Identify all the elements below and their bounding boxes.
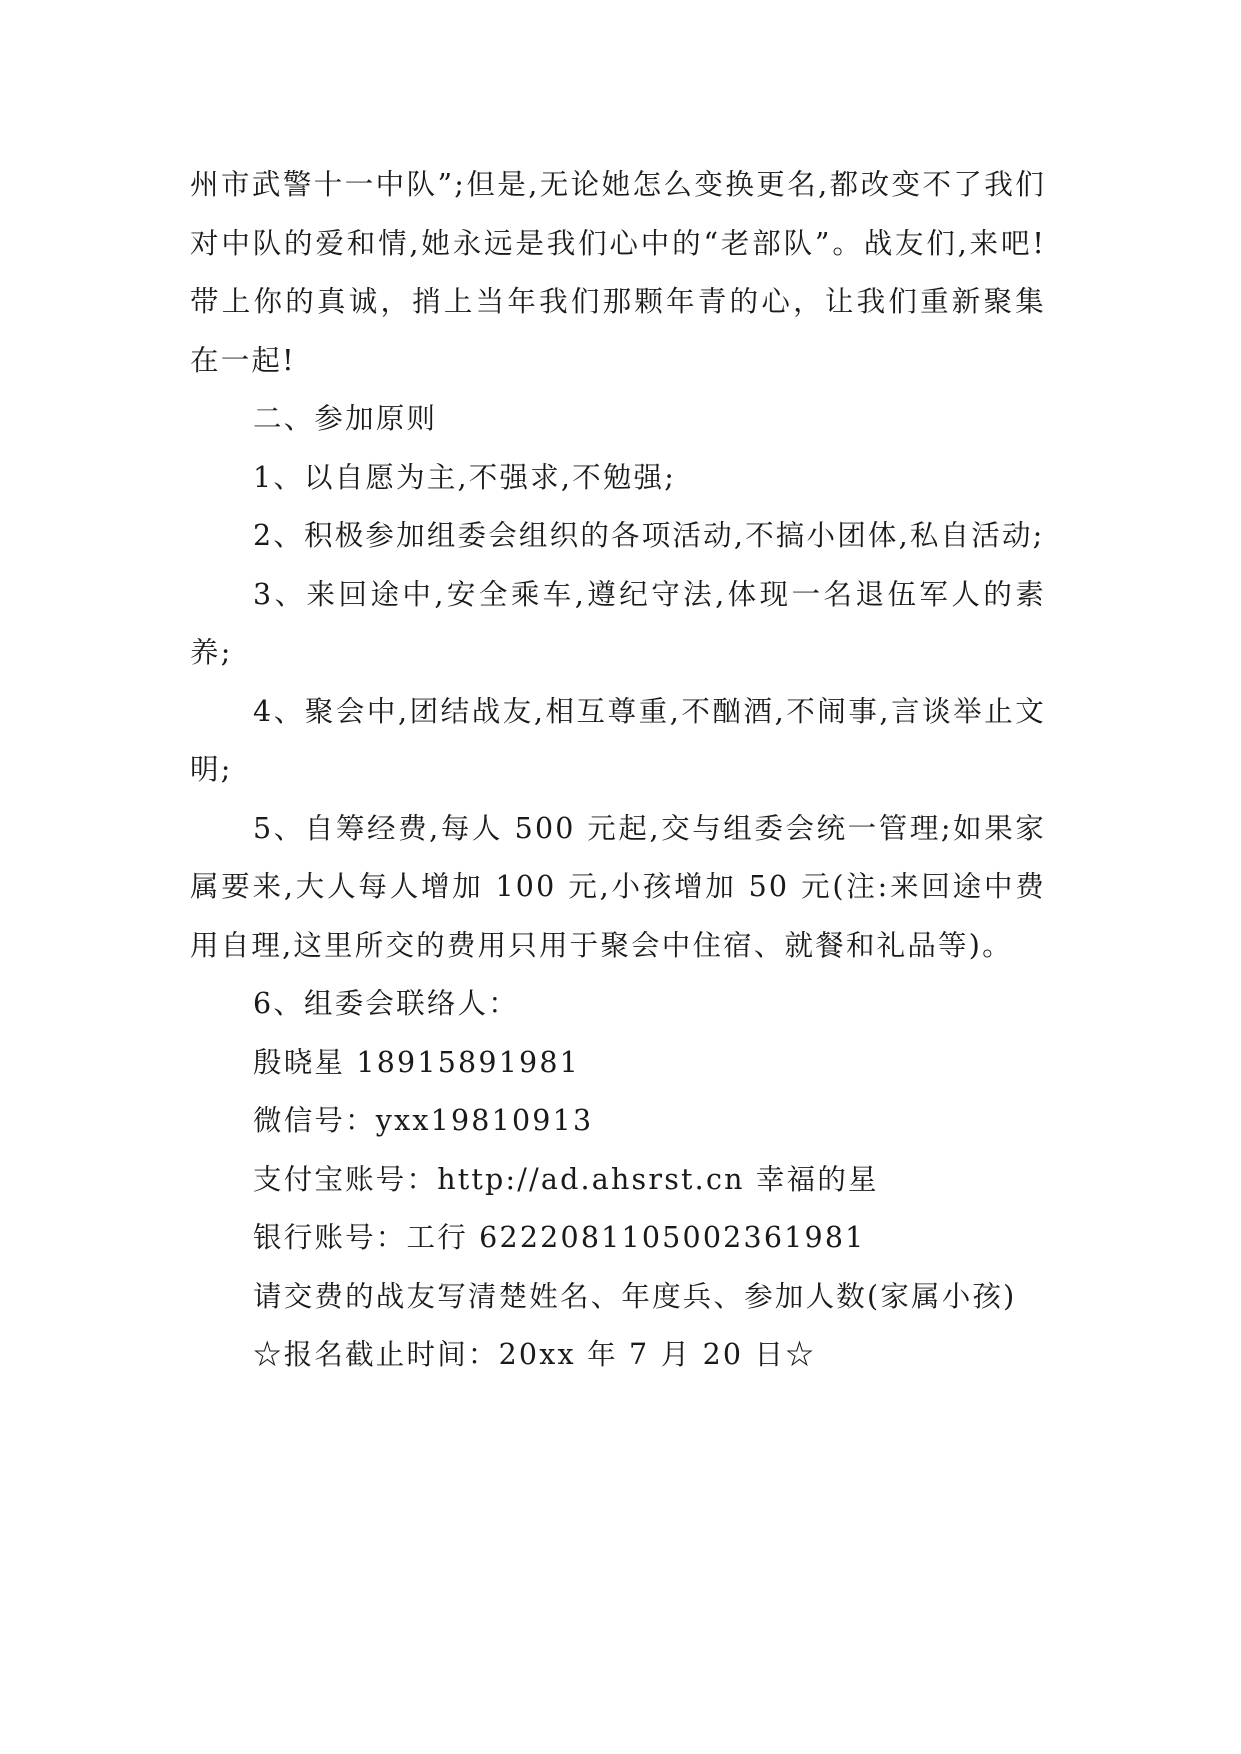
contact-alipay: 支付宝账号：http://ad.ahsrst.cn 幸福的星 — [253, 1162, 879, 1196]
principle-item-6: 6、组委会联络人： — [253, 987, 519, 1020]
section-heading-principles: 二、参加原则 — [253, 402, 438, 435]
intro-paragraph: 州市武警十一中队”;但是,无论她怎么变换更名,都改变不了我们对中队的爱和情,她永远是我们心中的“老部队”。战友们,来吧!带上你的真诚，捎上当年我们那颗年青的心，让我们重新聚集在一起! — [190, 168, 1046, 377]
principle-item-3: 3、来回途中,安全乘车,遵纪守法,体现一名退伍军人的素养; — [190, 577, 1046, 669]
principle-item-2: 2、积极参加组委会组织的各项活动,不搞小团体,私自活动; — [253, 519, 1045, 552]
document-body — [190, 156, 1046, 1385]
principle-item-1: 1、以自愿为主,不强求,不勉强; — [253, 460, 677, 494]
principle-item-4: 4、聚会中,团结战友,相互尊重,不酗酒,不闹事,言谈举止文明; — [190, 694, 1046, 786]
contact-wechat: 微信号：yxx19810913 — [253, 1104, 594, 1137]
registration-deadline: ☆报名截止时间：20xx 年 7 月 20 日☆ — [253, 1338, 816, 1371]
principle-item-5: 5、自筹经费,每人 500 元起,交与组委会统一管理;如果家属要来,大人每人增加 100 元,小孩增加 50 元(注:来回途中费用自理,这里所交的费用只用于聚会中住宿、就餐和礼品等)。 — [190, 811, 1046, 962]
payment-note: 请交费的战友写清楚姓名、年度兵、参加人数(家属小孩) — [253, 1279, 1017, 1313]
contact-name: 殷晓星 18915891981 — [253, 1045, 581, 1079]
contact-bank-account: 银行账号：工行 6222081105002361981 — [253, 1221, 866, 1254]
